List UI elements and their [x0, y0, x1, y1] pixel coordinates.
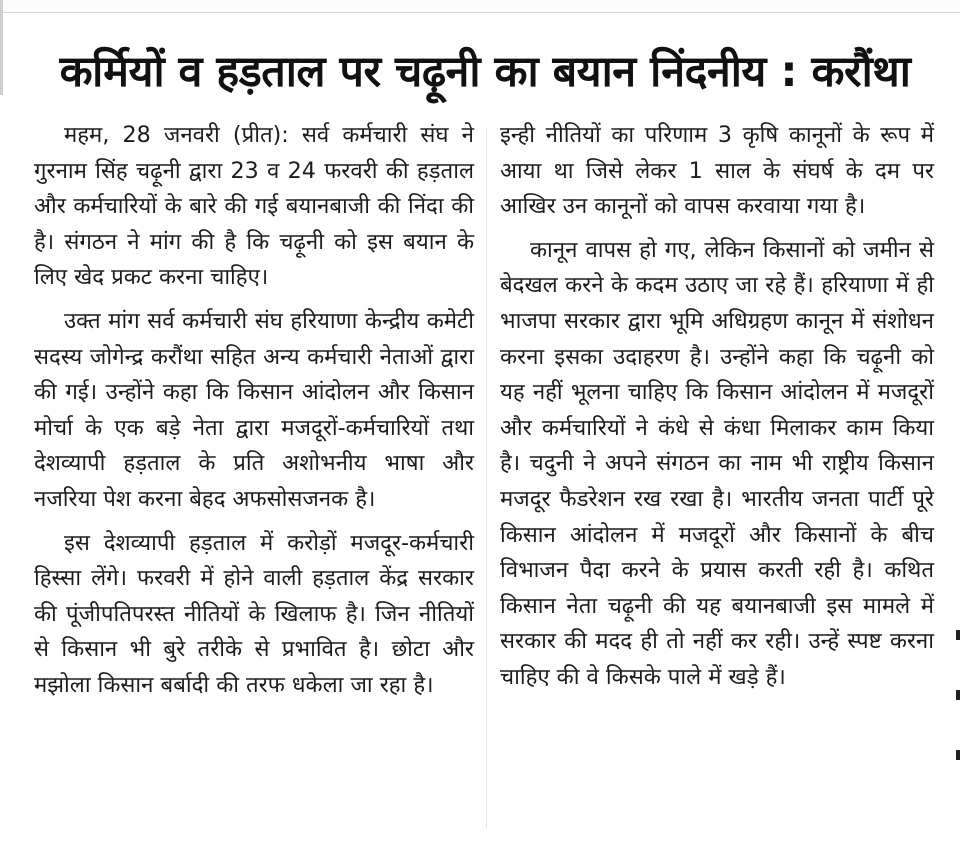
previous-article-strip [0, 0, 960, 13]
article-headline: कर्मियों व हड़ताल पर चढ़ूनी का बयान निंदनीय : करौंथा [59, 47, 911, 97]
page-edge-rule [0, 0, 3, 95]
article-paragraph: इस देशव्यापी हड़ताल में करोड़ों मजदूर-कर्मचारी हिस्सा लेंगे। फरवरी में होने वाली हड़ताल केंद्र सरकार की पूंजीपतिपरस्त नीतियों के खिलाफ है। जिन नीतियों से किसान भी बुरे तरीके से प्रभावित है। छोटा और मझोला किसान बर्बादी की तरफ धकेला जा रहा है। [34, 529, 474, 698]
article-paragraph: उक्त मांग सर्व कर्मचारी संघ हरियाणा केन्द्रीय कमेटी सदस्य जोगेन्द्र करौंथा सहित अन्य कर्मचारी नेताओं द्वारा की गई। उन्होंने कहा कि किसान आंदोलन और किसान मोर्चा के एक बड़े नेता द्वारा मजदूरों-कर्मचारियों तथा देशव्यापी हड़ताल के प्रति अशोभनीय भाषा और नजरिया पेश करना बेहद अफसोसजनक है। [34, 307, 474, 512]
article-column-left [34, 118, 474, 704]
edge-tick [956, 630, 960, 640]
edge-tick [956, 690, 960, 700]
article-paragraph: इन्ही नीतियों का परिणाम 3 कृषि कानूनों के रूप में आया था जिसे लेकर 1 साल के संघर्ष के दम पर आखिर उन कानूनों को वापस करवाया गया है। [500, 122, 934, 220]
edge-tick [956, 750, 960, 760]
article-column-right [500, 118, 934, 696]
adjacent-page-edge [956, 620, 960, 800]
article-paragraph: कानून वापस हो गए, लेकिन किसानों को जमीन से बेदखल करने के कदम उठाए जा रहे हैं। हरियाणा में ही भाजपा सरकार द्वारा भूमि अधिग्रहण कानून में संशोधन करना इसका उदाहरण है। उन्होंने कहा कि चढ़ूनी को यह नहीं भूलना चाहिए कि किसान आंदोलन में मजदूरों और कर्मचारियों ने कंधे से कंधा मिलाकर काम किया है। चदुनी ने अपने संगठन का नाम भी राष्ट्रीय किसान मजदूर फैडरेशन रख रखा है। भारतीय जनता पार्टी पूरे किसान आंदोलन में मजदूरों और किसानों के बीच विभाजन पैदा करने के प्रयास करती रही है। कथित किसान नेता चढ़ूनी की यह बयानबाजी इस मामले में सरकार की मदद ही तो नहीं कर रही। उन्हें स्पष्ट करना चाहिए की वे किसके पाले में खड़े हैं। [500, 236, 934, 690]
article-paragraph: महम, 28 जनवरी (प्रीत): सर्व कर्मचारी संघ ने गुरनाम सिंह चढ़ूनी द्वारा 23 व 24 फरवरी की हड़ताल और कर्मचारियों के बारे की गई बयानबाजी की निंदा की है। संगठन ने मांग की है कि चढ़ूनी को इस बयान के लिए खेद प्रकट करना चाहिए। [34, 122, 474, 291]
column-divider [486, 128, 487, 828]
